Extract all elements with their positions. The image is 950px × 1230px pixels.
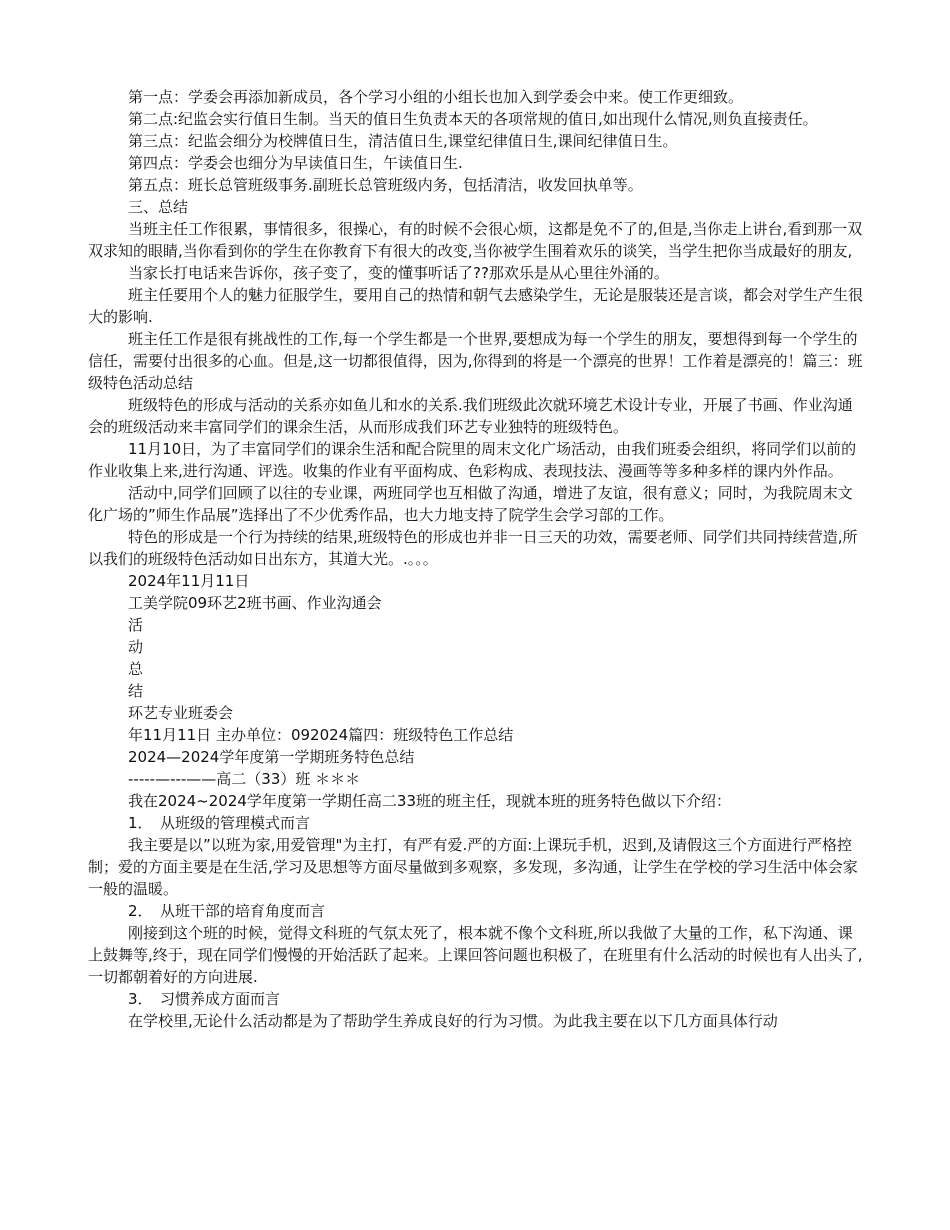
paragraph: 当班主任工作很累，事情很多，很操心，有的时候不会很心烦，这都是免不了的,但是,当你走上讲台,看到那一双双求知的眼睛,当你看到你的学生在你教育下有很大的改变,当你被学生围着欢乐的谈笑，当学生把你当成最好的朋友, bbox=[88, 220, 863, 260]
paragraph: 我主要是以”以班为家,用爱管理"为主打，有严有爱.严的方面:上课玩手机，迟到,及请假这三个方面进行严格控制；爱的方面主要是在生活,学习及思想等方面尽量做到多观察，多发现，多沟通，让学生在学校的学习生活中体会家一般的温暖。 bbox=[88, 836, 858, 898]
date-line: 2024年11月11日 bbox=[128, 572, 250, 590]
numbered-heading: 2． 从班干部的培育角度而言 bbox=[128, 902, 326, 920]
paragraph: 第二点:纪监会实行值日生制。当天的值日生负责本天的各项常规的值日,如出现什么情况,则负直接责任。 bbox=[128, 110, 818, 128]
paragraph: 第四点：学委会也细分为早读值日生，午读值日生. bbox=[128, 154, 463, 172]
organizer-line: 环艺专业班委会 bbox=[128, 704, 234, 722]
paragraph: 班主任要用个人的魅力征服学生，要用自己的热情和朝气去感染学生，无论是服装还是言谈，都会对学生产生很大的影响. bbox=[88, 286, 864, 326]
paragraph: 当家长打电话来告诉你，孩子变了，变的懂事听话了??那欢乐是从心里往外涌的。 bbox=[128, 264, 669, 282]
vertical-char: 动 bbox=[128, 638, 144, 656]
paragraph: 刚接到这个班的时候，觉得文科班的气氛太死了，根本就不像个文科班,所以我做了大量的工作，私下沟通、课上鼓舞等,终于，现在同学们慢慢的开始活跃了起来。上课回答问题也积极了，在班里有什么活动的时候也有人出头了,一切都朝着好的方向进展. bbox=[88, 924, 863, 986]
intro-line: 我在2024~2024学年度第一学期任高二33班的班主任，现就本班的班务特色做以下介绍： bbox=[128, 792, 732, 810]
paragraph: 第三点：纪监会细分为校牌值日生，清洁值日生,课堂纪律值日生,课间纪律值日生。 bbox=[128, 132, 678, 150]
document-page bbox=[88, 86, 863, 1032]
paragraph: 在学校里,无论什么活动都是为了帮助学生养成良好的行为习惯。为此我主要在以下几方面具体行动 bbox=[128, 1012, 778, 1030]
numbered-heading: 1． 从班级的管理模式而言 bbox=[128, 814, 311, 832]
paragraph: 班级特色的形成与活动的关系亦如鱼儿和水的关系.我们班级此次就环境艺术设计专业，开展了书画、作业沟通会的班级活动来丰富同学们的课余生活，从而形成我们环艺专业独特的班级特色。 bbox=[88, 396, 853, 436]
paragraph: 活动中,同学们回顾了以往的专业课，两班同学也互相做了沟通，增进了友谊，很有意义；同时，为我院周末文化广场的”师生作品展”选择出了不少优秀作品，也大力地支持了院学生会学习部的工作。 bbox=[88, 484, 853, 524]
sponsor-line: 年11月11日 主办单位：092024篇四：班级特色工作总结 bbox=[128, 726, 514, 744]
paragraph: 第五点：班长总管班级事务.副班长总管班级内务，包括清洁，收发回执单等。 bbox=[128, 176, 643, 194]
vertical-char: 活 bbox=[128, 616, 144, 634]
paragraph: 特色的形成是一个行为持续的结果,班级特色的形成也并非一日三天的功效，需要老师、同学们共同持续营造,所以我们的班级特色活动如日出东方，其道大光。.。。。 bbox=[88, 528, 858, 568]
vertical-char: 结 bbox=[128, 682, 144, 700]
numbered-heading: 3． 习惯养成方面而言 bbox=[128, 990, 281, 1008]
event-title-line: 工美学院09环艺2班书画、作业沟通会 bbox=[128, 594, 382, 612]
paragraph: 11月10日，为了丰富同学们的课余生活和配合院里的周末文化广场活动，由我们班委会组织，将同学们以前的作业收集上来,进行沟通、评选。收集的作业有平面构成、色彩构成、表现技法、漫画等等多种多样的课内外作品。 bbox=[88, 440, 857, 480]
class-line: -----—---——高二（33）班 ＊＊＊ bbox=[128, 770, 361, 788]
summary-title: 2024—2024学年度第一学期班务特色总结 bbox=[128, 748, 415, 766]
section-heading: 三、总结 bbox=[128, 198, 189, 216]
paragraph: 班主任工作是很有挑战性的工作,每一个学生都是一个世界,要想成为每一个学生的朋友，要想得到每一个学生的信任，需要付出很多的心血。但是,这一切都很值得，因为,你得到的将是一个漂亮的世界！工作着是漂亮的！篇三：班级特色活动总结 bbox=[88, 330, 863, 392]
vertical-char: 总 bbox=[128, 660, 144, 678]
paragraph: 第一点：学委会再添加新成员，各个学习小组的小组长也加入到学委会中来。使工作更细致。 bbox=[128, 88, 744, 106]
